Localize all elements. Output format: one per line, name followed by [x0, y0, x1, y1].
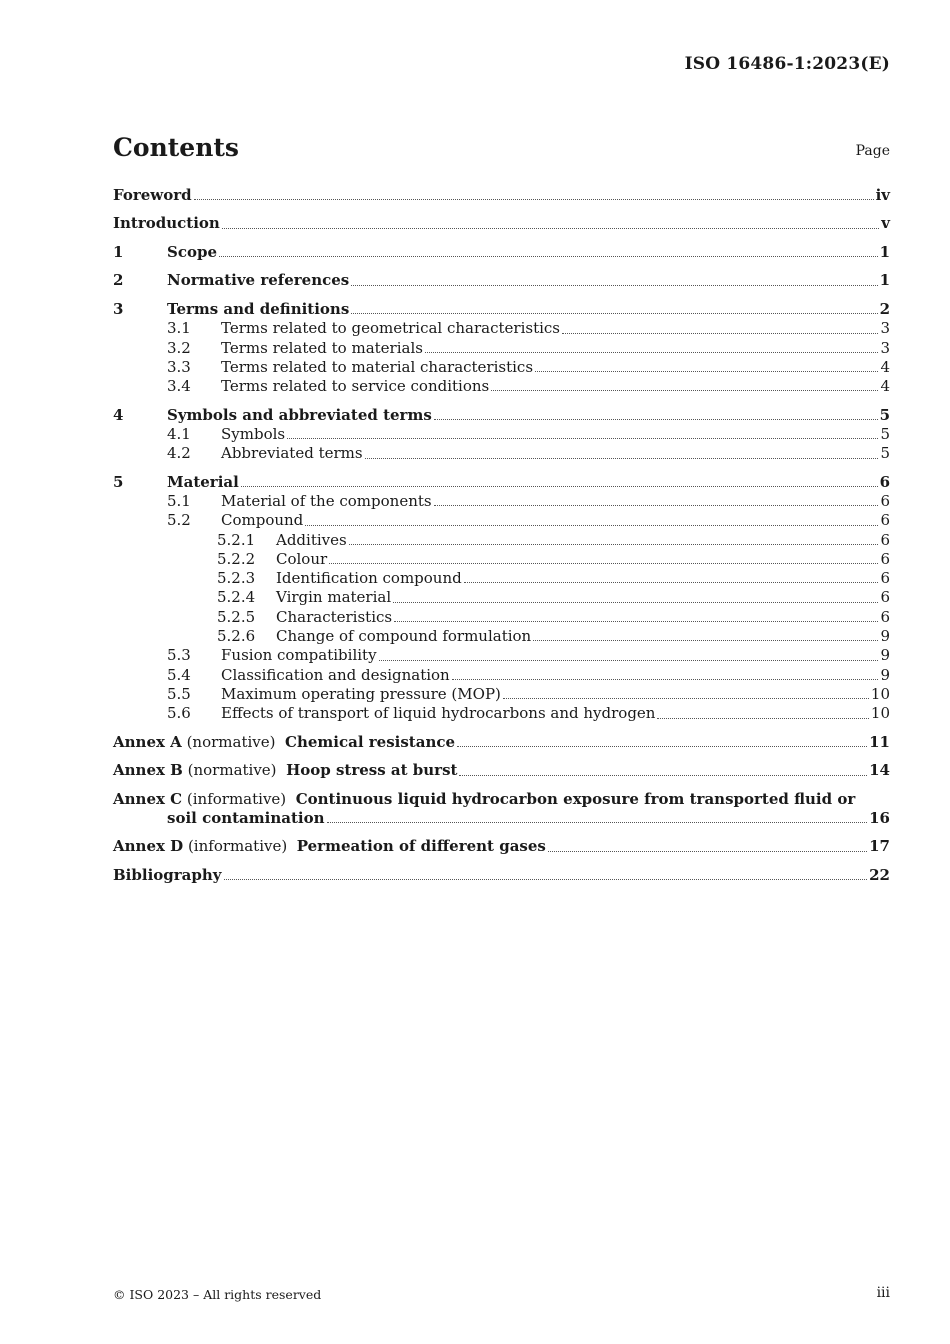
toc-entry-title: Bibliography — [113, 865, 222, 884]
toc-entry-number: 4.1 — [167, 424, 191, 443]
toc-entry[interactable] — [113, 319, 890, 338]
toc-entry[interactable] — [113, 444, 890, 463]
toc-entry[interactable] — [113, 550, 890, 569]
toc-entry-number: 5.1 — [167, 491, 191, 510]
toc-entry-number: 5.4 — [167, 665, 191, 684]
toc-entry-page: 9 — [880, 627, 890, 646]
toc-entry-title: Classification and designation — [221, 665, 450, 684]
toc-entry-number: 5.6 — [167, 704, 191, 723]
toc-entry-page: 6 — [880, 569, 890, 588]
toc-entry-title: Symbols and abbreviated terms — [167, 405, 432, 424]
dot-leader — [425, 351, 879, 353]
toc-entry[interactable] — [113, 733, 890, 752]
toc-entry-number: 5 — [113, 472, 124, 491]
toc-entry-title: Identification compound — [276, 569, 462, 588]
toc-entry-number: 4.2 — [167, 444, 191, 463]
annex-type: (informative) — [186, 789, 287, 808]
toc-entry-title: Normative references — [167, 271, 350, 290]
toc-entry[interactable] — [113, 569, 890, 588]
dot-leader — [393, 601, 878, 603]
toc-entry-title: Foreword — [113, 186, 192, 204]
contents-heading: Contents — [113, 133, 240, 162]
toc-entry-page: iv — [875, 186, 890, 204]
toc-entry[interactable] — [113, 837, 890, 856]
toc-entry-title: Colour — [276, 549, 328, 568]
dot-leader — [351, 312, 877, 314]
toc-entry[interactable] — [113, 377, 890, 396]
toc-entry-title: Fusion compatibility — [221, 646, 377, 665]
toc-entry-page: 6 — [880, 549, 890, 568]
annex-type: (informative) — [187, 837, 288, 856]
dot-leader — [533, 639, 878, 641]
toc-entry-page: 11 — [869, 732, 890, 751]
toc-entry[interactable] — [113, 243, 890, 262]
toc-entry-title: Scope — [167, 242, 218, 261]
toc-entry-page: 1 — [879, 271, 890, 290]
dot-leader — [394, 620, 878, 622]
toc-entry-number: 5.3 — [167, 646, 191, 665]
toc-entry-page: 3 — [880, 338, 890, 357]
annex-title: Permeation of different gases — [296, 837, 546, 856]
page-column-label: Page — [855, 143, 890, 159]
toc-entry[interactable] — [113, 425, 890, 444]
toc-entry-page: 17 — [869, 837, 890, 856]
dot-leader — [365, 457, 879, 459]
toc-entry[interactable] — [113, 627, 890, 646]
dot-leader — [305, 524, 878, 526]
toc-entry-title: Material — [167, 472, 239, 491]
toc-entry[interactable] — [113, 492, 890, 511]
document-id: ISO 16486-1:2023(E) — [684, 54, 890, 74]
toc-entry-page: 10 — [870, 684, 890, 703]
toc-entry-page: 4 — [880, 357, 890, 376]
annex-type: (normative) — [187, 761, 277, 780]
dot-leader — [452, 678, 879, 680]
toc-entry-title — [113, 761, 457, 780]
annex-type: (normative) — [186, 732, 276, 751]
toc-entry-number: 2 — [113, 271, 124, 290]
toc-entry-number: 5.2.2 — [217, 549, 256, 568]
toc-entry-title: Continuous liquid hydrocarbon exposure from transported fluid or — [295, 789, 856, 808]
toc-entry-title: Virgin material — [276, 588, 392, 607]
toc-entry[interactable] — [113, 646, 890, 665]
toc-entry-page: 6 — [880, 511, 890, 530]
toc-entry-number: 3.3 — [167, 357, 191, 376]
toc-entry-title — [113, 733, 455, 752]
toc-entry-title: Material of the components — [221, 491, 432, 510]
toc-entry-title: Compound — [221, 511, 304, 530]
dot-leader — [351, 284, 877, 286]
toc-entry-number: 5.2.5 — [217, 607, 256, 626]
toc-entry-title: Maximum operating pressure (MOP) — [221, 684, 501, 703]
toc-entry-title-continued: soil contamination — [167, 809, 325, 827]
toc-entry[interactable] — [113, 214, 890, 233]
toc-entry-page: 3 — [880, 319, 890, 338]
toc-entry[interactable] — [113, 300, 890, 319]
dot-leader — [329, 562, 878, 564]
toc-entry-number: 3.1 — [167, 319, 191, 338]
toc-entry-page: 9 — [880, 646, 890, 665]
toc-entry-number: 3.4 — [167, 377, 191, 396]
dot-leader — [327, 821, 868, 823]
toc-entry-page: 9 — [880, 665, 890, 684]
toc-entry[interactable] — [113, 531, 890, 550]
toc-entry-page: 5 — [879, 405, 890, 424]
dot-leader — [459, 774, 867, 776]
toc-entry[interactable] — [113, 186, 890, 205]
toc-entry-title: Effects of transport of liquid hydrocarbons and hydrogen — [221, 704, 656, 723]
toc-entry-number: 5.2.4 — [217, 588, 256, 607]
dot-leader — [491, 389, 878, 391]
toc-entry-page: 5 — [880, 444, 890, 463]
toc-entry-page: 1 — [879, 242, 890, 261]
toc-entry-title: Introduction — [113, 214, 220, 233]
toc-entry-title: Terms related to geometrical characteristics — [221, 319, 560, 338]
toc-entry-number: 3.2 — [167, 338, 191, 357]
toc-entry-page: 6 — [879, 472, 890, 491]
table-of-contents — [113, 186, 890, 885]
toc-entry[interactable] — [113, 685, 890, 704]
dot-leader — [219, 255, 878, 257]
dot-leader — [241, 485, 878, 487]
copyright-notice: © ISO 2023 – All rights reserved — [113, 1287, 322, 1302]
toc-entry-page: 14 — [869, 761, 890, 780]
toc-entry-number: 5.2 — [167, 511, 191, 530]
toc-entry[interactable] — [113, 511, 890, 530]
toc-entry-title: Terms related to material characteristics — [221, 357, 534, 376]
dot-leader — [434, 418, 878, 420]
annex-label: Annex C — [113, 789, 183, 808]
toc-entry[interactable] — [113, 406, 890, 425]
dot-leader — [434, 504, 879, 506]
dot-leader — [657, 717, 868, 719]
toc-entry-title: Terms and definitions — [167, 299, 350, 318]
toc-entry-number: 5.2.6 — [217, 627, 256, 646]
toc-entry-page: 10 — [870, 704, 890, 723]
toc-entry-title: Abbreviated terms — [221, 444, 363, 463]
dot-leader — [194, 198, 874, 200]
toc-entry[interactable] — [113, 339, 890, 358]
toc-entry-number: 4 — [113, 405, 124, 424]
toc-entry[interactable] — [113, 473, 890, 492]
annex-label: Annex A — [113, 732, 182, 751]
toc-entry-page: 6 — [880, 588, 890, 607]
toc-entry-title: Change of compound formulation — [276, 627, 532, 646]
toc-entry-page: 6 — [880, 607, 890, 626]
toc-entry-number: 3 — [113, 299, 124, 318]
toc-entry-page: 6 — [880, 491, 890, 510]
annex-title: Chemical resistance — [285, 732, 456, 751]
annex-title: Hoop stress at burst — [286, 761, 458, 780]
toc-entry-page: 4 — [880, 377, 890, 396]
toc-entry[interactable] — [113, 666, 890, 685]
toc-entry-page: 5 — [880, 424, 890, 443]
toc-entry-title: Characteristics — [276, 607, 393, 626]
annex-label: Annex D — [113, 837, 184, 856]
toc-entry-title: Symbols — [221, 424, 286, 443]
toc-entry-page: 2 — [879, 299, 890, 318]
dot-leader — [379, 659, 879, 661]
toc-entry-title: Additives — [276, 530, 347, 549]
dot-leader — [464, 581, 879, 583]
dot-leader — [535, 370, 878, 372]
toc-entry[interactable] — [113, 588, 890, 607]
toc-entry-number: 5.2.1 — [217, 530, 256, 549]
dot-leader — [287, 437, 878, 439]
toc-entry[interactable] — [113, 761, 890, 780]
toc-entry[interactable] — [113, 790, 890, 829]
dot-leader — [349, 543, 879, 545]
toc-entry[interactable] — [113, 608, 890, 627]
toc-entry-title — [113, 837, 546, 856]
toc-entry-number: 5.2.3 — [217, 569, 256, 588]
toc-entry-title: Terms related to materials — [221, 338, 423, 357]
toc-entry-page: 22 — [869, 865, 890, 884]
toc-entry-number: 1 — [113, 242, 124, 261]
dot-leader — [503, 697, 869, 699]
dot-leader — [562, 332, 878, 334]
page-number: iii — [876, 1285, 890, 1301]
dot-leader — [457, 745, 867, 747]
toc-entry[interactable] — [113, 271, 890, 290]
toc-entry[interactable] — [113, 358, 890, 377]
toc-entry[interactable] — [113, 866, 890, 885]
toc-entry-number: 5.5 — [167, 684, 191, 703]
toc-entry-title: Terms related to service conditions — [221, 377, 490, 396]
dot-leader — [548, 850, 867, 852]
annex-label: Annex B — [113, 761, 183, 780]
dot-leader — [222, 227, 879, 229]
toc-entry[interactable] — [113, 704, 890, 723]
dot-leader — [224, 878, 868, 880]
toc-entry-page: v — [881, 214, 890, 233]
toc-entry-page: 6 — [880, 530, 890, 549]
toc-entry-page: 16 — [869, 809, 890, 827]
